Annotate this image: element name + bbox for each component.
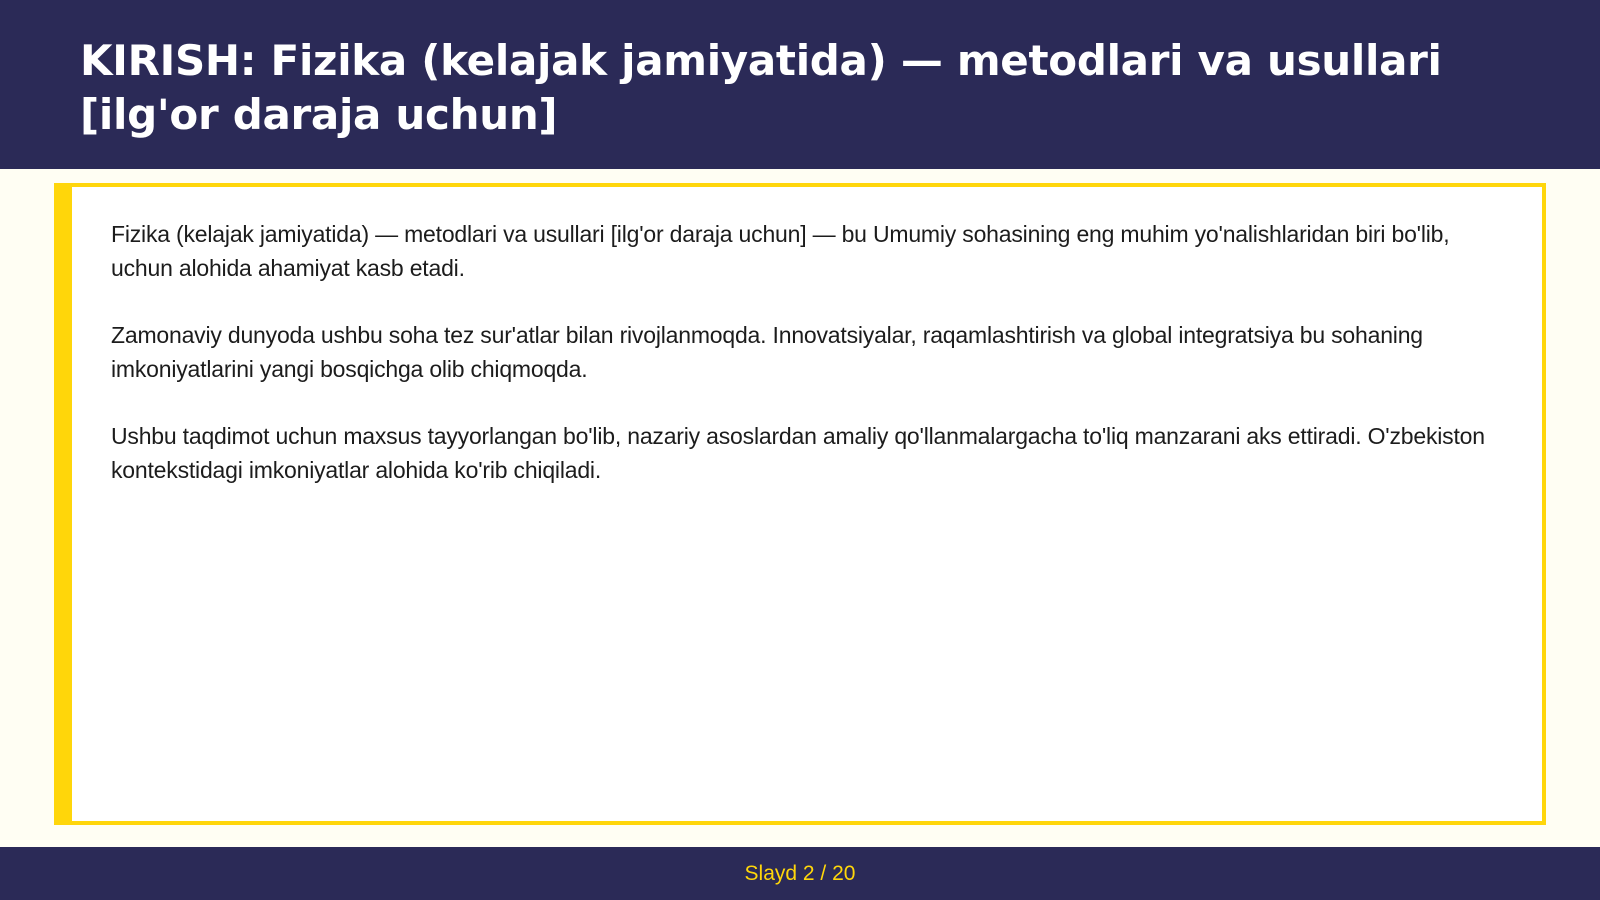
- paragraph-modern-world: Zamonaviy dunyoda ushbu soha tez sur'atlar bilan rivojlanmoqda. Innovatsiyalar, raqamlashtirish va global integratsiya bu sohaning imkoniyatlarini yangi bosqichga olib chiqmoqda.: [111, 322, 1423, 382]
- content-card: [54, 183, 1546, 825]
- paragraph-intro: Fizika (kelajak jamiyatida) — metodlari va usullari [ilg'or daraja uchun] — bu Umumiy sohasining eng muhim yo'nalishlaridan biri bo'lib, uchun alohida ahamiyat kasb etadi.: [111, 221, 1450, 281]
- slide-title: KIRISH: Fizika (kelajak jamiyatida) — metodlari va usullari [ilg'or daraja uchun]: [80, 36, 1442, 139]
- slide-number: Slayd 2 / 20: [744, 861, 856, 885]
- paragraph-presentation: Ushbu taqdimot uchun maxsus tayyorlangan bo'lib, nazariy asoslardan amaliy qo'llanmalargacha to'liq manzarani aks ettiradi. O'zbekiston kontekstidagi imkoniyatlar alohida ko'rib chiqiladi.: [111, 423, 1485, 483]
- slide-footer: [0, 847, 1600, 900]
- slide-header: [0, 0, 1600, 169]
